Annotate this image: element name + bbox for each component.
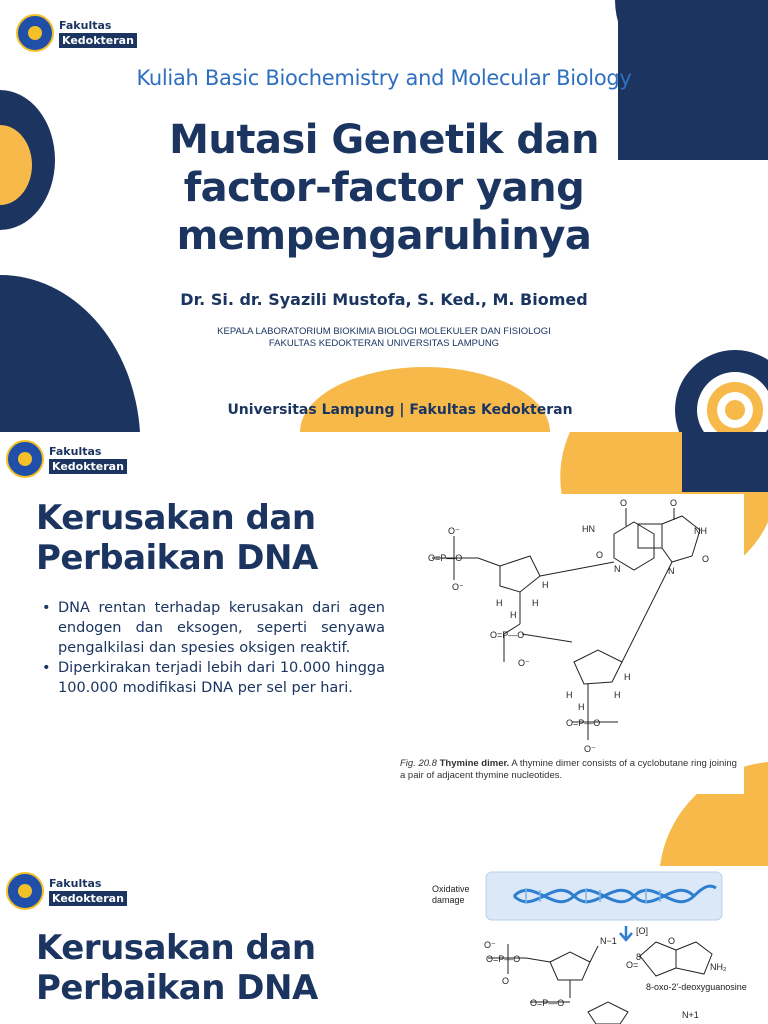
thymine-dimer-figure [392,494,744,794]
logo-line2: Kedokteran [49,459,127,474]
svg-text:O: O [620,498,628,508]
university-seal-icon [16,14,54,52]
svg-text:H: H [614,690,621,700]
oxidative-damage-diagram [430,870,760,1024]
figure-title: Thymine dimer. [439,758,510,769]
logo-line2: Kedokteran [59,33,137,48]
figure-caption-text: A thymine dimer consists of a cyclobutane ring joining a pair of adjacent thymine nucleotides. [400,758,737,781]
svg-text:O: O [502,976,510,986]
bullet-item: • DNA rentan terhadap kerusakan dari agen endogen dan eksogen, seperti senyawa pengalkilasi dan spesies oksigen reaktif. [40,598,385,658]
title-line-1: Mutasi Genetik dan [169,117,599,163]
svg-text:O⁻: O⁻ [452,582,464,592]
bullet-item: • Diperkirakan terjadi lebih dari 10.000 hingga 100.000 modifikasi DNA per sel per hari. [40,658,385,698]
author-position [0,326,768,350]
svg-text:NH: NH [694,526,707,536]
svg-text:H: H [542,580,549,590]
svg-text:O=P—O: O=P—O [428,553,463,563]
svg-text:O: O [670,498,678,508]
logo-line1: Fakultas [59,19,112,32]
svg-text:H: H [566,690,573,700]
oxidative-damage-figure [430,870,760,1024]
svg-text:N: N [614,564,621,574]
svg-text:O: O [596,550,604,560]
thymine-dimer-diagram [392,494,744,754]
author-name: Dr. Si. dr. Syazili Mustofa, S. Ked., M. Biomed [180,290,588,309]
faculty-logo [6,440,127,478]
content-slide-1 [0,432,768,866]
label-n-plus-1: N+1 [682,1010,699,1020]
bullet-list [40,598,385,698]
arrow-down-icon [620,926,632,940]
logo-line2: Kedokteran [49,891,127,906]
svg-text:H: H [624,672,631,682]
svg-text:O=: O= [626,960,639,970]
svg-text:N: N [668,566,675,576]
svg-text:O⁻: O⁻ [448,526,460,536]
title-line-1: Kerusakan dan [36,498,316,538]
svg-text:O=P—O: O=P—O [486,954,521,964]
svg-text:HN: HN [582,524,595,534]
svg-text:H: H [496,598,503,608]
faculty-logo [16,14,137,52]
svg-text:O=P—O: O=P—O [566,718,601,728]
title-line-3: mempengaruhinya [176,213,592,259]
title-slide [0,0,768,432]
content-slide-2 [0,866,768,1024]
svg-text:O⁻: O⁻ [584,744,596,754]
slide-title [36,928,318,1008]
university-seal-icon [6,440,44,478]
svg-text:O: O [702,554,710,564]
svg-text:H: H [578,702,585,712]
slide-title [36,498,318,578]
position-line-1: KEPALA LABORATORIUM BIOKIMIA BIOLOGI MOLEKULER DAN FISIOLOGI [217,326,551,337]
presentation-title [0,116,768,260]
svg-text:O⁻: O⁻ [484,940,496,950]
title-line-2: Perbaikan DNA [36,968,318,1008]
label-compound: 8-oxo-2'-deoxyguanosine [646,982,747,992]
university-seal-icon [6,872,44,910]
svg-text:O: O [668,936,676,946]
logo-line1: Fakultas [49,445,102,458]
label-n-minus-1: N−1 [600,936,617,946]
svg-text:O⁻: O⁻ [518,658,530,668]
navy-block-top-right [682,432,768,492]
title-line-1: Kerusakan dan [36,928,316,968]
label-oxidative-damage: Oxidative [432,884,470,894]
footer-institution: Universitas Lampung | Fakultas Kedokteran [227,402,573,418]
course-title: Kuliah Basic Biochemistry and Molecular Biology [136,66,632,90]
position-line-2: FAKULTAS KEDOKTERAN UNIVERSITAS LAMPUNG [268,338,500,349]
svg-text:damage: damage [432,895,465,905]
label-nh2: NH₂ [710,962,727,972]
svg-text:H: H [532,598,539,608]
figure-number: Fig. 20.8 [400,758,437,769]
faculty-logo [6,872,127,910]
svg-text:H: H [510,610,517,620]
figure-caption [400,758,740,782]
svg-text:O=P—O: O=P—O [530,998,565,1008]
label-oxygen: [O] [636,926,649,936]
title-line-2: factor-factor yang [183,165,585,211]
gold-arch-bottom [300,367,550,432]
title-line-2: Perbaikan DNA [36,538,318,578]
svg-text:8: 8 [636,952,642,962]
logo-line1: Fakultas [49,877,102,890]
svg-text:O=P—O: O=P—O [490,630,525,640]
